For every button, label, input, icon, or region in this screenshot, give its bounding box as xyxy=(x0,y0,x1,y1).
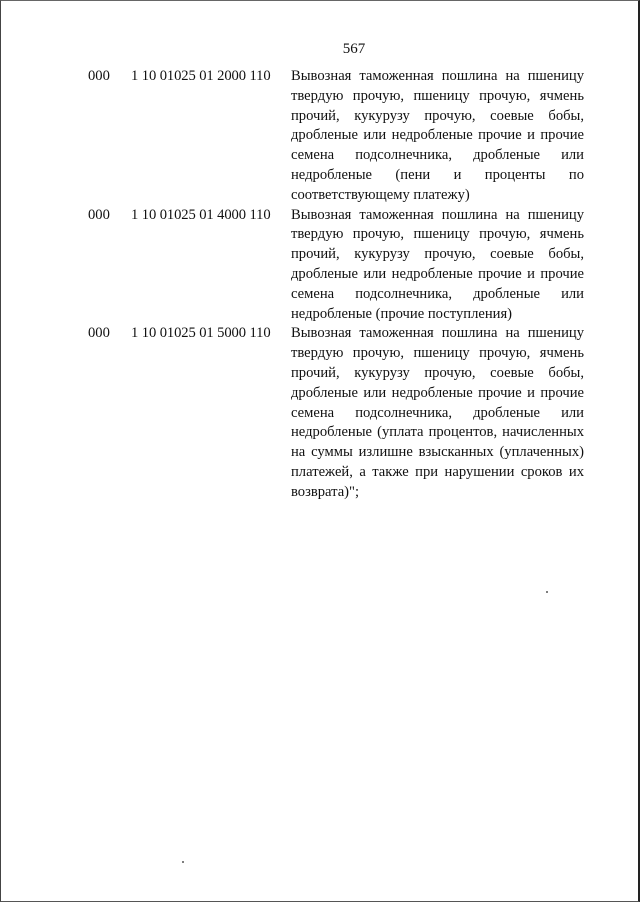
admin-code: 000 xyxy=(88,206,110,223)
code-entry xyxy=(88,206,588,325)
kbk-code: 1 10 01025 01 5000 110 xyxy=(131,325,271,342)
scan-speck xyxy=(546,591,548,593)
budget-code-list xyxy=(88,67,588,503)
code-entry xyxy=(88,67,588,206)
scan-speck xyxy=(182,861,184,863)
admin-code: 000 xyxy=(88,325,110,342)
kbk-code: 1 10 01025 01 4000 110 xyxy=(131,206,271,223)
code-description: Вывозная таможенная пошлина на пшеницу твердую прочую, пшеницу прочую, ячмень прочий, кукурузу прочую, соевые бобы, дробленые или недробленые прочие и прочие семена подсолнечника, дробленые или недробленые (прочие поступления) xyxy=(291,206,584,322)
code-entry xyxy=(88,324,588,502)
code-description: Вывозная таможенная пошлина на пшеницу твердую прочую, пшеницу прочую, ячмень прочий, кукурузу прочую, соевые бобы, дробленые или недробленые прочие и прочие семена подсолнечника, дробленые или недробленые (уплата процентов, начисленных на суммы излишне взысканных (уплаченных) платежей, а также при нарушении сроков их возврата)"; xyxy=(291,325,584,500)
kbk-code: 1 10 01025 01 2000 110 xyxy=(131,68,271,84)
admin-code: 000 xyxy=(88,68,110,84)
page-number: 567 xyxy=(342,41,366,57)
code-description: Вывозная таможенная пошлина на пшеницу твердую прочую, пшеницу прочую, ячмень прочий, кукурузу прочую, соевые бобы, дробленые или недробленые прочие и прочие семена подсолнечника, дробленые или недробленые (пени и проценты по соответствующему платежу) xyxy=(291,68,584,203)
